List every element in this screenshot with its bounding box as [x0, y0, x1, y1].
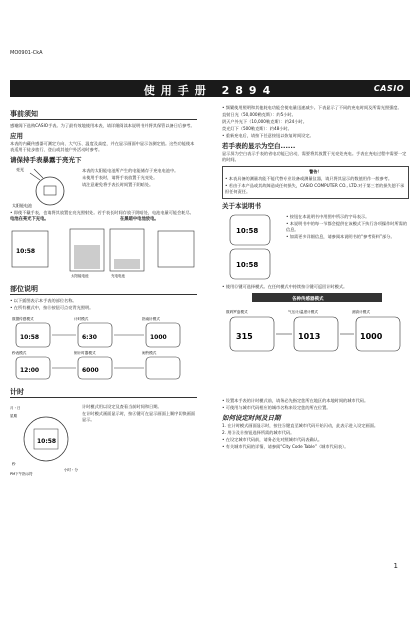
- document-code: MO0901-CkA: [10, 50, 43, 56]
- set-step-4: • 有关城市代码的详情，请参阅“City Code Table”（城市代码表）。: [222, 444, 349, 449]
- general-text-1: • 以下插图表示本手表的部位名称。: [10, 298, 77, 303]
- sensor-mode-2: 测高计模式: [352, 310, 370, 314]
- sensor-digits-2: 1000: [360, 332, 383, 341]
- tk-label-hm: 小时・分: [64, 468, 78, 472]
- sensor-mode-diagram: [222, 291, 409, 367]
- tk-text-2: 在计时模式画面显示时，按Ⓐ键可在显示画面上顺序切换画面显示。: [82, 411, 196, 422]
- light-label: 亮光: [16, 167, 24, 172]
- mode-label-5: 闹铃模式: [142, 351, 157, 355]
- display-digits-1: 6:30: [82, 334, 97, 341]
- warning-title: 警告！: [309, 169, 322, 174]
- guide-digits-2: 10:58: [236, 261, 259, 269]
- light-heading: 请保持手表暴露于亮光下: [10, 156, 82, 164]
- timekeeping-heading: 计时: [10, 388, 197, 398]
- display-digits-2: 1000: [150, 334, 167, 341]
- mode-flow-diagram: [10, 312, 197, 382]
- left-column: [10, 104, 197, 476]
- mode-text: • 使用Ⓓ键可选择模式。在任何模式中持续按Ⓓ键可返回计时模式。: [222, 284, 348, 289]
- tk-text-1: 计时模式用以设定及查看当前时间和日期。: [82, 404, 162, 409]
- watch-face-icon: [36, 177, 64, 205]
- mode-label-1: 计时模式: [74, 317, 89, 321]
- tk-label-pm: PM下午指示符: [10, 472, 33, 476]
- light-text-2: 未使用手表时，请将手表放置于光亮处。: [82, 175, 158, 180]
- city-text: • 设置本手表的计时模式前，请务必先指定您所在地区的本地时间的城市代码。: [222, 398, 369, 403]
- tk-label-date: 月・日: [10, 406, 21, 410]
- warning-text: • 本表具备的测量功能不能代替专业设备或测量仪器，请只将其显示的数值用作一般参考。: [225, 176, 393, 181]
- light-figure: [10, 165, 197, 209]
- light-text-3: 请注意避免将手表长时间置于阴暗处。: [82, 182, 154, 187]
- dst-text: • 可使用与城市代码相应的城市名称来设定您的所在位置。: [222, 405, 331, 410]
- guide-text-1: • 按钮在本说明书中用图中所示的字母表示。: [286, 214, 370, 219]
- note-top-5: • 重新充电后，请按下任意按钮以恢复时间设定。: [222, 133, 314, 138]
- general-text-2: • 在所有模式中，按Ⓑ按钮可点亮背光照明。: [10, 305, 94, 310]
- level-label-1: 太阳能电池: [71, 274, 89, 278]
- read-heading: 若手表的显示为空白......: [222, 142, 296, 150]
- guide-text-2: • 本说明书中的每一节都会提供在该模式下执行各项操作时所需的信息。: [286, 221, 408, 232]
- title-text: 使用手册: [143, 84, 212, 97]
- light-text-1: 本表的太阳能电池所产生的电能储存于充电电池中。: [82, 168, 179, 173]
- solar-cell-label: 太阳能电池: [12, 203, 32, 208]
- watch-icon-dark: [158, 231, 194, 267]
- note-top-4: 荧光灯下（500勒克斯）：约48小时。: [222, 126, 292, 131]
- read-text: 显示屏为空白表示手表的省电功能已启动，需要将其放置于光亮处充电。手表在充电过程中需要一定的时间。: [222, 151, 407, 162]
- tk-watch-time: 10:58: [37, 438, 57, 445]
- model-number: 2894: [221, 84, 277, 97]
- sensor-digits-1: 1013: [298, 332, 321, 341]
- charge-label: 电池在亮光下充电。: [10, 217, 49, 222]
- set-heading: 如何设定时间及日期: [222, 414, 281, 422]
- title-banner: [10, 80, 410, 97]
- timekeeping-figure: [10, 401, 197, 476]
- general-heading: 部位说明: [10, 285, 197, 295]
- mode-label-3: 秒表模式: [12, 351, 27, 355]
- sensor-mode-1: 气压计/温度计模式: [288, 310, 318, 314]
- set-step-3: • 在设定城市代码前，请务必先对照城市代码表确认。: [222, 437, 323, 442]
- right-column: [222, 104, 409, 451]
- watch-time: 10:58: [16, 248, 36, 255]
- guide-figure: [222, 211, 409, 283]
- tk-label-day: 星期: [10, 414, 17, 418]
- set-step-2: 2. 用Ⓓ及Ⓑ按钮选择所需的城市代码。: [222, 430, 295, 435]
- application-heading: 应用: [10, 132, 23, 140]
- charge-diagram: [10, 217, 197, 279]
- solar-watch-illustration: [10, 165, 80, 209]
- note-top-2: 直射日光（50,000勒克斯）：约5小时。: [222, 112, 296, 117]
- display-digits-4: 6000: [82, 367, 99, 374]
- tk-label-sec: 秒: [12, 462, 16, 466]
- discharge-label: 在黑暗中电池放电。: [120, 217, 159, 222]
- set-step-1: 1. 在计时模式画面显示时，按住Ⓐ键直至城市代码开始闪动，此表示进入设定画面。: [222, 423, 379, 428]
- display-digits-0: 10:58: [20, 334, 40, 341]
- sensor-mode-0: 数码罗盘模式: [226, 310, 248, 314]
- intro-text: 感谢阁下选购CASIO手表。为了最有效地使用本表，请详细阅读本说明书并将其保管以备日后参考。: [10, 123, 195, 128]
- sensor-digits-0: 315: [236, 332, 253, 341]
- intro-heading: 事前须知: [10, 110, 197, 120]
- warning-text-2: • 若由于本产品或其故障造成任何损失，CASIO COMPUTER CO., LTD.对于第三者的损失恕不承担任何责任。: [225, 183, 405, 194]
- note-top-3: 阴天户外光下（10,000勒克斯）：约24小时。: [222, 119, 307, 124]
- note-top: • 频繁使用照明和其他耗电功能会使电量迅速减少。下表显示了不同的充电时间及所需光照强度。: [222, 105, 402, 110]
- save-text: • 即使不戴手表，也请将其放置在亮光照射处。若手表长时间存放于阴暗处，电池电量可能会耗尽。: [10, 210, 194, 215]
- mode-label-2: 指南针模式: [142, 317, 160, 321]
- guide-heading: 关于本说明书: [222, 202, 261, 210]
- mode-label-0: 数据传感模式: [12, 317, 34, 321]
- sensor-diagram-title: 各种传感器模式: [292, 297, 324, 302]
- brand-logo: CASIO: [373, 84, 404, 93]
- level-label-2: 充电电池: [111, 274, 125, 278]
- mode-label-4: 倒计时器模式: [74, 351, 96, 355]
- light-ray-icon: [30, 173, 40, 180]
- manual-title: [10, 82, 410, 98]
- page-number: 1: [393, 562, 398, 570]
- guide-text-3: • 如需更多详细信息，请参阅本说明书的“参考资料”部分。: [286, 234, 395, 239]
- arrow-icon: [52, 335, 144, 368]
- display-digits-3: 12:00: [20, 367, 40, 374]
- application-text: 本表的内藏传感器可测定方向、大气压、温度及高度，并在显示画面中显示各测定值。这些功能使本表适用于徒步旅行、登山或其他户外活动时参考。: [10, 141, 195, 152]
- warning-box: [222, 166, 409, 199]
- guide-digits-1: 10:58: [236, 227, 259, 235]
